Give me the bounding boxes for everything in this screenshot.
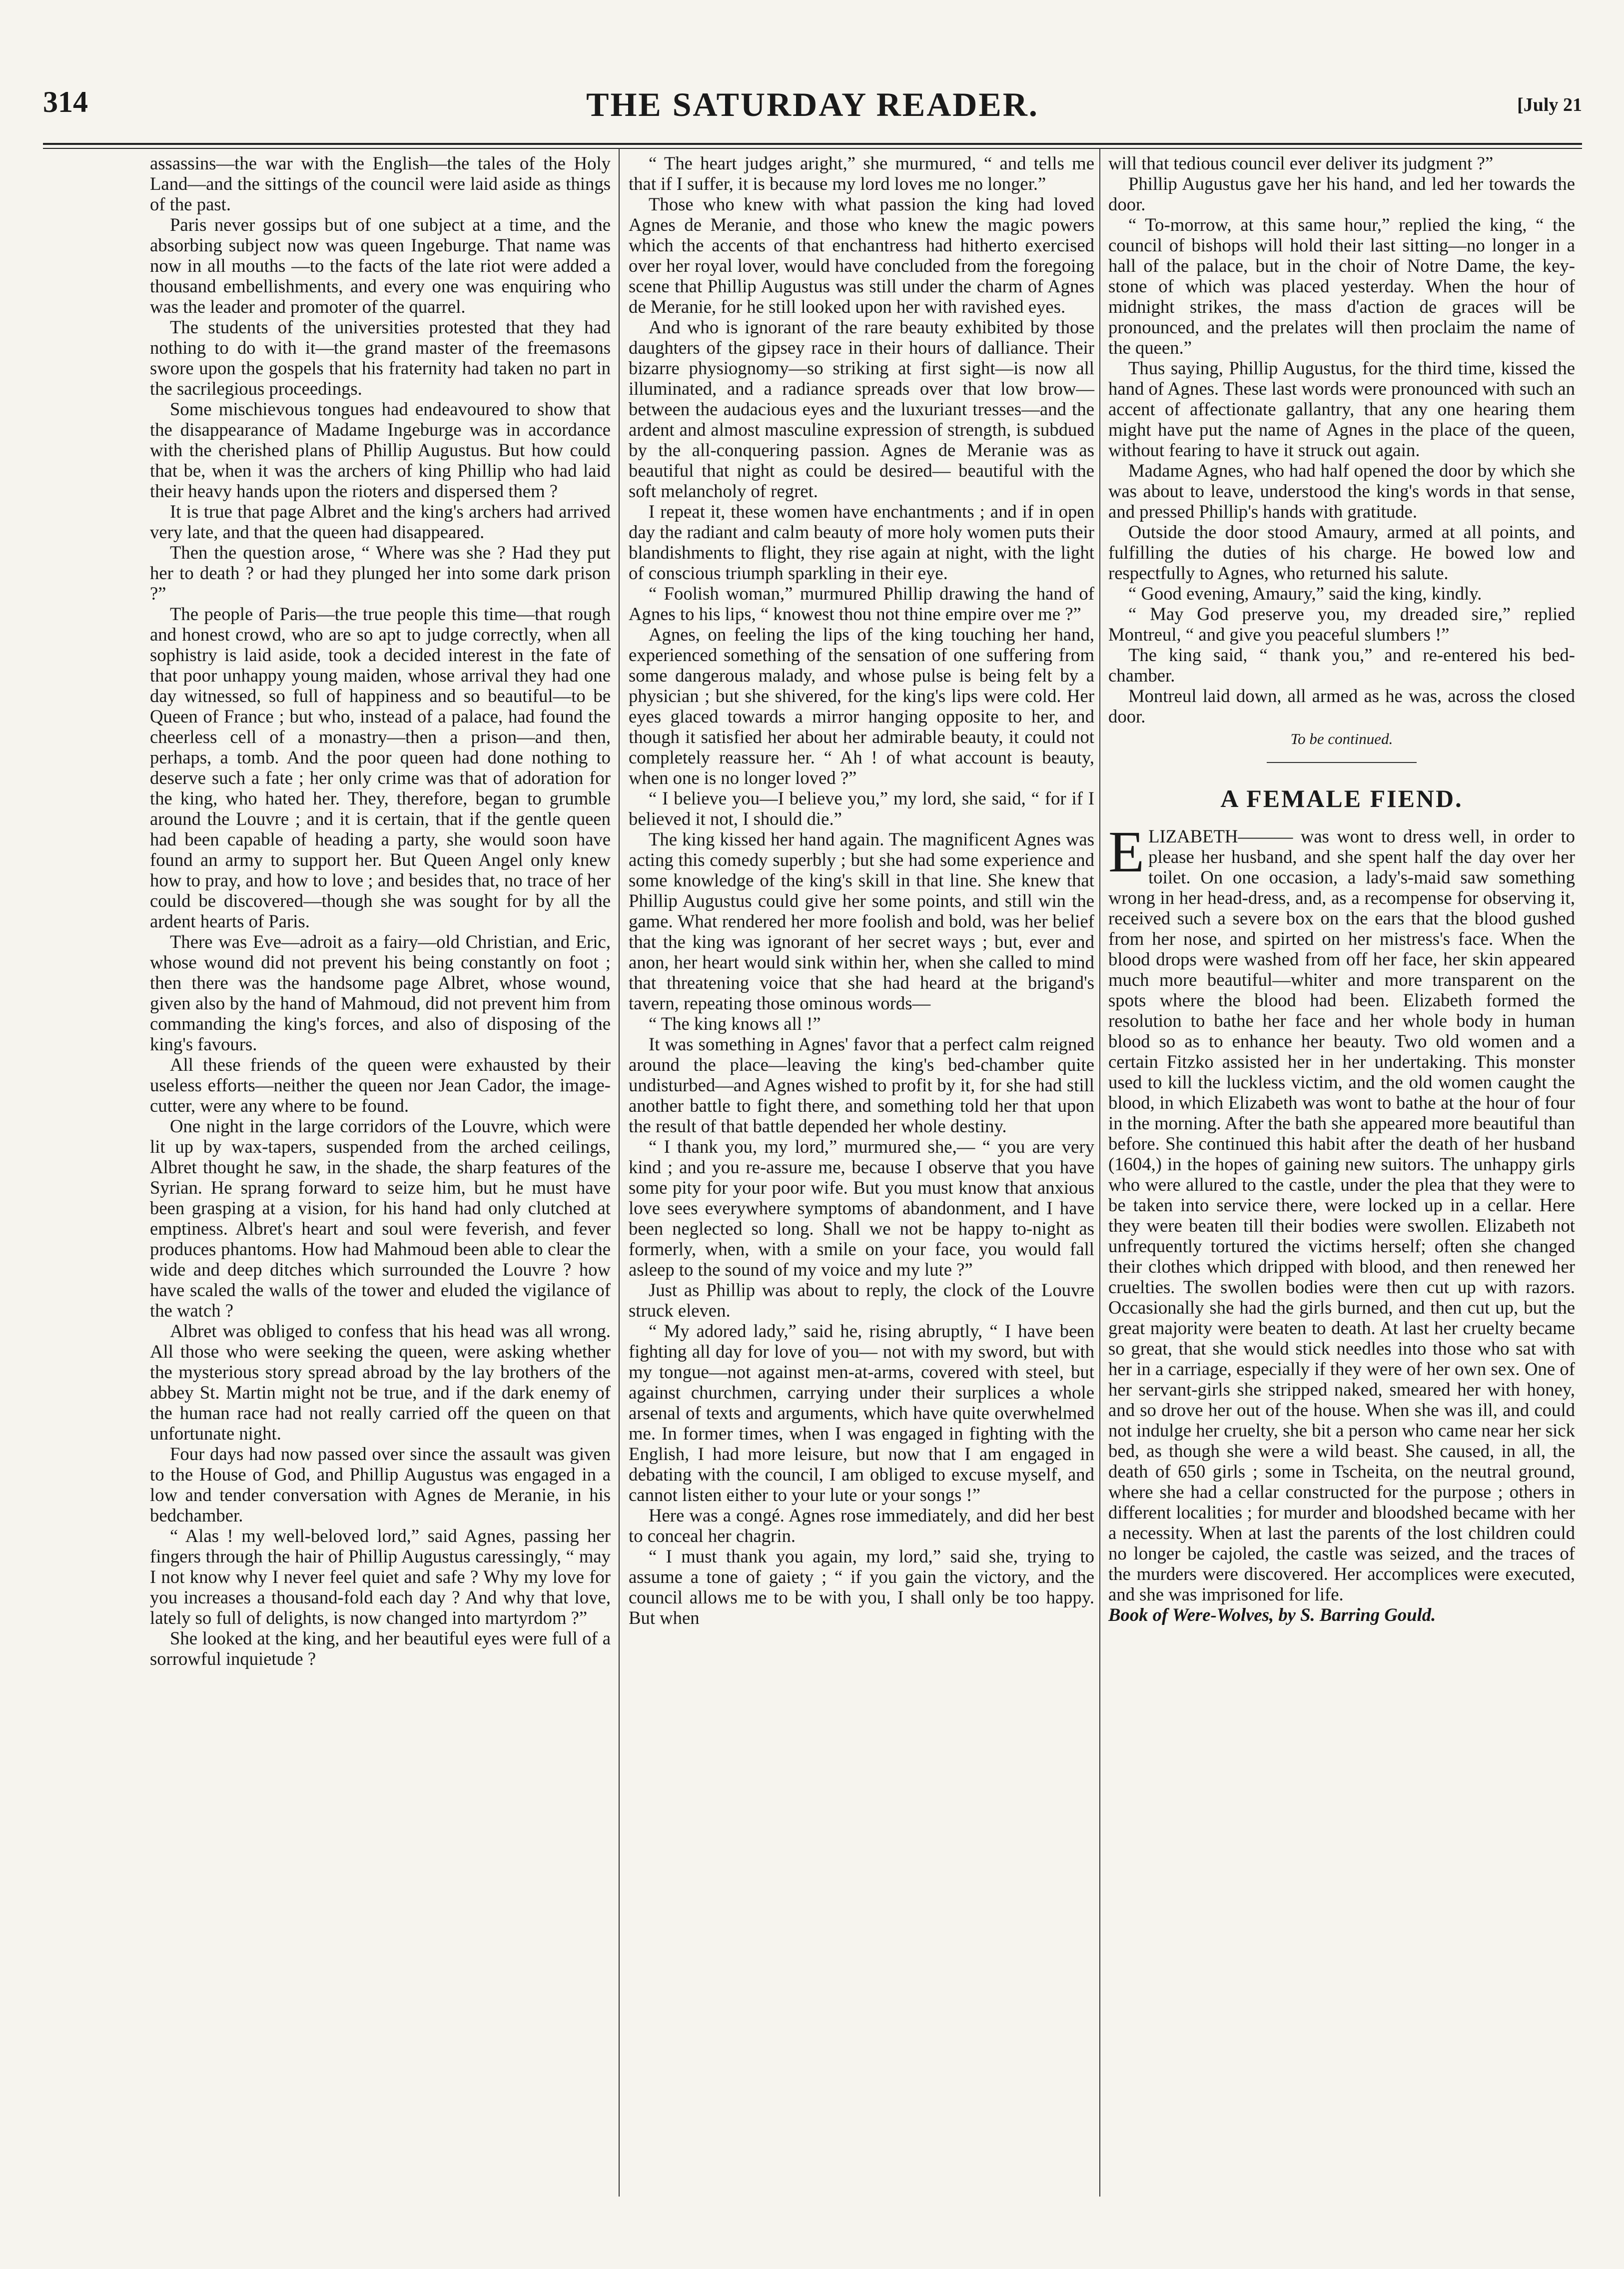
paragraph: Some mischievous tongues had endeavoured to show that the disappearance of Madame Ingeburge was in accordance with the cherished plans of Phillip Augustus. But how could that be, when it was the archers of king Phillip who had laid their heavy hands upon the rioters and dispersed them ? xyxy=(150,399,611,501)
paragraph: “ I believe you—I believe you,” my lord, she said, “ for if I believed it not, I should die.” xyxy=(629,788,1094,829)
paragraph: “ I must thank you again, my lord,” said she, trying to assume a tone of gaiety ; “ if you gain the victory, and the council allows me to be with you, I shall only be too happy. But when xyxy=(629,1546,1094,1628)
paragraph: It was something in Agnes' favor that a perfect calm reigned around the place—leaving the king's bed-chamber quite undisturbed—and Agnes wished to profit by it, for she had still another battle to fight there, and something told her that upon the result of that battle depended her whole destiny. xyxy=(629,1034,1094,1136)
paragraph: Here was a congé. Agnes rose immediately, and did her best to conceal her chagrin. xyxy=(629,1505,1094,1546)
paragraph: Outside the door stood Amaury, armed at all points, and fulfilling the duties of his charge. He bowed low and respectfully to Agnes, who returned his salute. xyxy=(1108,522,1575,583)
story-source: Book of Were-Wolves, by S. Barring Gould. xyxy=(1108,1604,1436,1625)
paragraph: Then the question arose, “ Where was she ? Had they put her to death ? or had they plunged her into some dark prison ?” xyxy=(150,542,611,604)
paragraph: One night in the large corridors of the Louvre, which were lit up by wax-tapers, suspended from the arched ceilings, Albret thought he saw, in the shade, the sharp features of the Syrian. He sprang forward to seize him, but he must have been grasping at a vision, for his hand had only clutched at emptiness. Albret's heart and soul were feverish, and fever produces phantoms. How had Mahmoud been able to clear the wide and deep ditches which surrounded the Louvre ? how have scaled the walls of the tower and eluded the vigilance of the watch ? xyxy=(150,1116,611,1321)
paragraph: Madame Agnes, who had half opened the door by which she was about to leave, understood the king's words in that sense, and pressed Phillip's hands with gratitude. xyxy=(1108,460,1575,522)
paragraph: “ Good evening, Amaury,” said the king, kindly. xyxy=(1128,583,1482,604)
column-divider xyxy=(1099,148,1100,2197)
paragraph: The king said, “ thank you,” and re-entered his bed-chamber. xyxy=(1108,645,1575,686)
paragraph: Albret was obliged to confess that his head was all wrong. All those who were seeking the queen, were asking whether the mysterious story spread abroad by the lay brothers of the abbey St. Martin might not be true, and if the dark enemy of the human race had not really carried off the queen on that unfortunate night. xyxy=(150,1321,611,1444)
paragraph: Just as Phillip was about to reply, the clock of the Louvre struck eleven. xyxy=(629,1280,1094,1321)
column-divider xyxy=(619,148,620,2197)
paragraph: “ My adored lady,” said he, rising abruptly, “ I have been fighting all day for love of you— not with my sword, but with my tongue—not against men-at-arms, covered with steel, but against churchmen, carrying under their surplices a whole arsenal of texts and arguments, which have quite overwhelmed me. In former times, when I was engaged in fighting with the English, I had more leisure, but now that I am engaged in debating with the council, I am obliged to excuse myself, and cannot listen either to your lute or your songs !” xyxy=(629,1321,1094,1505)
column-2 xyxy=(629,153,1094,1628)
paragraph: “ I thank you, my lord,” murmured she,— “ you are very kind ; and you re-assure me, because I observe that you have some pity for your poor wife. But you must know that anxious love sees everywhere symptoms of abandonment, and I have been neglected so long. Shall we not be happy to-night as formerly, when, with a smile on your face, you would fall asleep to the sound of my voice and my lute ?” xyxy=(629,1136,1094,1280)
paragraph: And who is ignorant of the rare beauty exhibited by those daughters of the gipsey race in their hours of dalliance. Their bizarre physiognomy—so striking at first sight—is now all illuminated, and a radiance spreads over that low brow—between the audacious eyes and the luxuriant tresses—and the ardent and almost masculine expression of strength, is subdued by the all-conquering passion. Agnes de Meranie was as beautiful that night as could be desired— beautiful with the soft melancholy of regret. xyxy=(629,317,1094,501)
paragraph: Thus saying, Phillip Augustus, for the third time, kissed the hand of Agnes. These last words were pronounced with such an accent of affectionate gallantry, that any one hearing them might have put the name of Agnes in the place of the queen, without fearing to have it struck out again. xyxy=(1108,358,1575,460)
story-text: LIZABETH——— was wont to dress well, in order to please her husband, and she spent half the day over her toilet. On one occasion, a lady's-maid saw something wrong in her head-dress, and, as a recompense for observing it, received such a severe box on the ears that the blood gushed from her nose, and spirted on her mistress's face. When the blood drops were washed from off her face, her skin appeared much more beautiful—whiter and more transparent on the spots where the blood had been. Elizabeth formed the resolution to bathe her face and her whole body in human blood so as to enhance her beauty. Two old women and a certain Fitzko assisted her in her undertaking. This monster used to kill the luckless victim, and the old women caught the blood, in which Elizabeth was wont to bathe at the hour of four in the morning. After the bath she appeared more beautiful than before. She continued this habit after the death of her husband (1604,) in the hopes of gaining new suitors. The unhappy girls who were allured to the castle, under the plea that they were to be taken into service there, were locked up in a cellar. Here they were beaten till their bodies were swollen. Elizabeth not unfrequently tortured the victims herself; often she changed their clothes which dripped with blood, and then renewed her cruelties. The swollen bodies were then cut up with razors. Occasionally she had the girls burned, and then cut up, but the great majority were beaten to death. At last her cruelty became so great, that she would stick needles into those who sat with her in a carriage, especially if they were of her own sex. One of her servant-girls she stripped naked, smeared her with honey, and so drove her out of the house. When she was ill, and could not indulge her cruelty, she bit a person who came near her sick bed, as though she were a wild beast. She caused, in all, the death of 650 girls ; some in Tscheita, on the neutral ground, where she had a cellar constructed for the purpose ; others in different localities ; for murder and bloodshed became with her a necessity. When at last the parents of the lost children could no longer be cajoled, the castle was seized, and the traces of the murders were discovered. Her accomplices were executed, and she was imprisoned for life. xyxy=(1108,826,1575,1604)
paragraph: All these friends of the queen were exhausted by their useless efforts—neither the queen nor Jean Cador, the image-cutter, were any where to be found. xyxy=(150,1054,611,1116)
paragraph: Montreul laid down, all armed as he was, across the closed door. xyxy=(1108,686,1575,727)
paragraph: The people of Paris—the true people this time—that rough and honest crowd, who are so apt to judge correctly, when all sophistry is laid aside, took a decided interest in the fate of that poor unhappy young maiden, whose arrival they had one day witnessed, so full of happiness and so beautiful—to be Queen of France ; but who, instead of a palace, had found the cheerless cell of a monastry—then a prison—and then, perhaps, a tomb. And the poor queen had done nothing to deserve such a fate ; her only crime was that of adoration for the king, who hated her. They, therefore, began to grumble around the Louvre ; and it is certain, that if the gentle queen had been capable of heading a party, she would soon have found an army to support her. But Queen Angel only knew how to pray, and how to love ; and besides that, no trace of her could be discovered—though she was sought for by all the ardent hearts of Paris. xyxy=(150,604,611,931)
paragraph: will that tedious council ever deliver its judgment ?” xyxy=(1108,153,1494,173)
paragraph: “ Foolish woman,” murmured Phillip drawing the hand of Agnes to his lips, “ knowest thou not thine empire over me ?” xyxy=(629,583,1094,624)
paragraph: The students of the universities protested that they had nothing to do with it—the grand master of the freemasons swore upon the gospels that his fraternity had taken no part in the sacrilegious proceedings. xyxy=(150,317,611,399)
paragraph: “ The king knows all !” xyxy=(649,1013,821,1034)
paragraph: “ To-morrow, at this same hour,” replied the king, “ the council of bishops will hold their last sitting—no longer in a hall of the palace, but in the choir of Notre Dame, the key-stone of which was placed yesterday. When the hour of midnight strikes, the mass d'action de graces will be pronounced, and the prelates will then proclaim the name of the queen.” xyxy=(1108,214,1575,358)
paragraph: Agnes, on feeling the lips of the king touching her hand, experienced something of the sensation of one suffering from some dangerous malady, and whose pulse is being felt by a physician ; but she shivered, for the king's lips were cold. Her eyes glaced towards a mirror hanging opposite to her, and though it satisfied her about her admirable beauty, it could not completely reassure her. “ Ah ! of what account is beauty, when one is no longer loved ?” xyxy=(629,624,1094,788)
paragraph: “ Alas ! my well-beloved lord,” said Agnes, passing her fingers through the hair of Phillip Augustus caressingly, “ may I not know why I never feel quiet and safe ? Why my love for you increases a thousand-fold each day ? And why that love, lately so full of delights, is now changed into martyrdom ?” xyxy=(150,1525,611,1628)
paragraph: Four days had now passed over since the assault was given to the House of God, and Phillip Augustus was engaged in a low and tender conversation with Agnes de Meranie, in his bedchamber. xyxy=(150,1444,611,1525)
paragraph: The king kissed her hand again. The magnificent Agnes was acting this comedy superbly ; but she had some experience and some knowledge of the king's skill in that line. She knew that Phillip Augustus could give her some points, and still win the game. What rendered her more foolish and bold, was her belief that the king was ignorant of her secret ways ; but, ever and anon, her heart would sink within her, when she called to mind that threatening voice that she had heard at the brigand's tavern, repeating those ominous words— xyxy=(629,829,1094,1013)
paragraph: She looked at the king, and her beautiful eyes were full of a sorrowful inquietude ? xyxy=(150,1628,611,1669)
story-title: A FEMALE FIEND. xyxy=(1220,784,1463,812)
paragraph: I repeat it, these women have enchantments ; and if in open day the radiant and calm beauty of more holy women puts their blandishments to flight, they rise again at night, with the light of conscious triumph sparkling in their eye. xyxy=(629,501,1094,583)
page-number: 314 xyxy=(43,85,88,118)
column-1 xyxy=(150,153,611,1669)
paragraph: Paris never gossips but of one subject at a time, and the absorbing subject now was queen Ingeburge. That name was now in all mouths —to the facts of the late riot were added a thousand embellishments, and every one was enquiring who was the leader and promoter of the quarrel. xyxy=(150,214,611,317)
story-body xyxy=(1108,819,1575,1604)
masthead xyxy=(43,85,1582,145)
to-be-continued: To be continued. xyxy=(1290,730,1393,748)
paragraph: assassins—the war with the English—the tales of the Holy Land—and the sittings of the council were laid aside as things of the past. xyxy=(150,153,611,214)
header-rule xyxy=(43,143,1582,145)
paragraph: “ The heart judges aright,” she murmured, “ and tells me that if I suffer, it is because my lord loves me no longer.” xyxy=(629,153,1094,194)
paragraph: Those who knew with what passion the king had loved Agnes de Meranie, and those who knew the magic powers which the accents of that enchantress had hitherto exercised over her royal lover, would have concluded from the foregoing scene that Phillip Augustus was still under the charm of Agnes de Meranie, for he still looked upon her with ravished eyes. xyxy=(629,194,1094,317)
column-3 xyxy=(1108,153,1575,1625)
issue-date: [July 21 xyxy=(1517,94,1582,115)
paragraph: There was Eve—adroit as a fairy—old Christian, and Eric, whose wound did not prevent his being constantly on foot ; then there was the handsome page Albret, whose wound, given also by the hand of Mahmoud, did not prevent him from commanding the king's forces, and also of disposing of the king's favours. xyxy=(150,931,611,1054)
section-divider xyxy=(1267,762,1417,763)
paragraph: “ May God preserve you, my dreaded sire,” replied Montreul, “ and give you peaceful slumbers !” xyxy=(1108,604,1575,645)
publication-title: THE SATURDAY READER. xyxy=(586,85,1039,123)
header-rule-thin xyxy=(43,148,1582,149)
serial-continuation xyxy=(1108,153,1575,727)
drop-cap: E xyxy=(1108,819,1145,884)
paragraph: It is true that page Albret and the king's archers had arrived very late, and that the queen had disappeared. xyxy=(150,501,611,542)
paragraph: Phillip Augustus gave her his hand, and led her towards the door. xyxy=(1108,173,1575,214)
